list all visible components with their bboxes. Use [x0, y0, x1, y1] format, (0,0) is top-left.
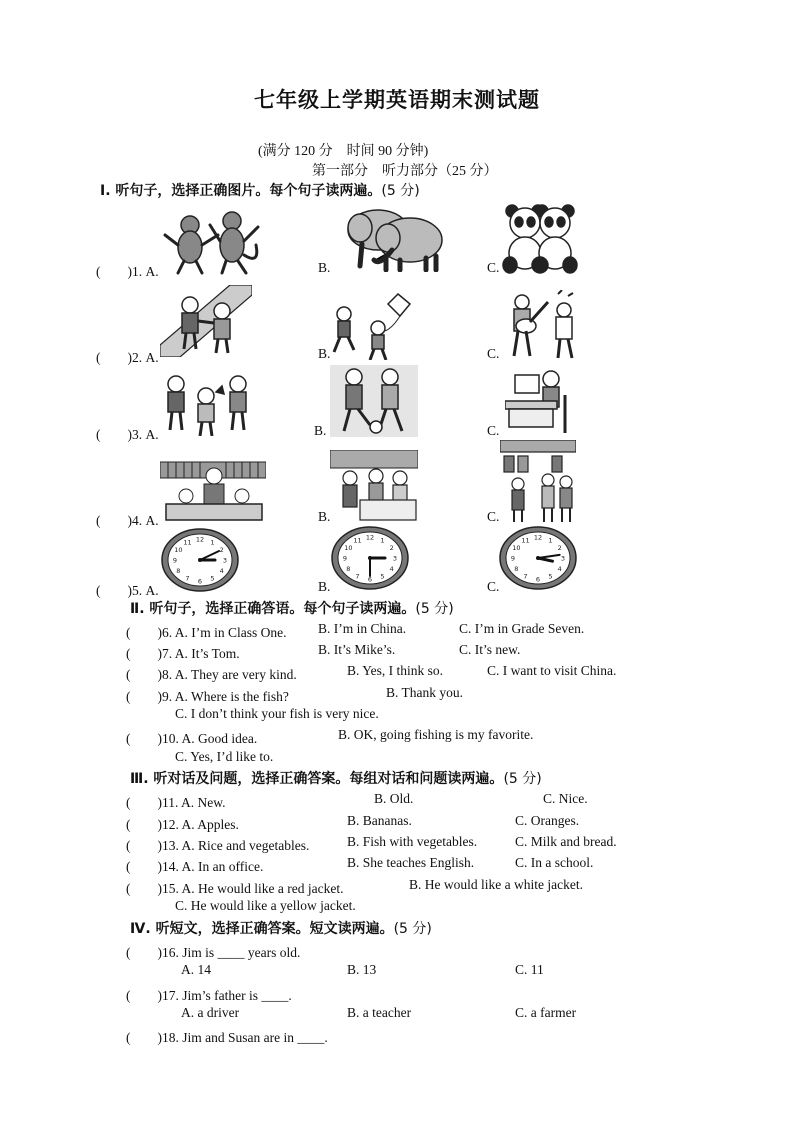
question-14-row: ( )14. A. In an office.	[126, 855, 263, 875]
option-c-label: C.	[487, 260, 500, 275]
svg-text:10: 10	[512, 544, 521, 552]
option-b: B. Old.	[374, 791, 414, 806]
option-c: C. Yes, I’d like to.	[175, 749, 274, 764]
option-b: B. She teaches English.	[347, 855, 475, 870]
answer-blank[interactable]: ( )	[126, 795, 162, 810]
svg-text:6: 6	[535, 575, 541, 584]
question-17-row: ( )17. Jim’s father is ____.	[126, 984, 292, 1004]
option-c: C. I want to visit China.	[487, 663, 617, 678]
pandas-picture	[500, 203, 580, 275]
question-3-row: ( )3. A.	[96, 423, 159, 443]
option-c-label: C.	[487, 346, 500, 361]
option-c: C. 11	[515, 962, 544, 977]
option-c: C. a farmer	[515, 1005, 577, 1020]
answer-blank[interactable]: ( )	[126, 625, 162, 640]
svg-text:12: 12	[365, 533, 375, 542]
answer-blank[interactable]: ( )	[126, 859, 162, 874]
answer-blank[interactable]: ( )	[96, 513, 132, 528]
question-5-row: ( )5. A.	[96, 579, 159, 599]
question-4-row: ( )4. A.	[96, 509, 159, 529]
svg-text:2: 2	[557, 544, 562, 552]
section-3-heading: Ⅲ. 听对话及问题，选择正确答案。每组对话和问题读两遍。(5 分)	[130, 771, 542, 787]
option-b-label: B.	[318, 346, 331, 361]
option-c: C. It’s new.	[459, 642, 521, 657]
option-c: C. Nice.	[543, 791, 588, 806]
answer-blank[interactable]: ( )	[126, 689, 162, 704]
svg-text:1: 1	[548, 536, 553, 545]
svg-text:8: 8	[176, 567, 181, 575]
answer-blank[interactable]: ( )	[126, 731, 162, 746]
svg-text:2: 2	[389, 544, 394, 552]
option-b: B. Yes, I think so.	[347, 663, 444, 678]
svg-text:10: 10	[174, 546, 183, 554]
svg-text:5: 5	[210, 574, 215, 583]
option-a: A. a driver	[181, 1005, 240, 1020]
answer-blank[interactable]: ( )	[126, 945, 162, 960]
children-greeting-picture	[160, 285, 252, 357]
option-c: C. He would like a yellow jacket.	[175, 898, 356, 913]
svg-text:4: 4	[219, 567, 224, 575]
option-b: B. OK, going fishing is my favorite.	[338, 727, 534, 742]
section-1-heading: Ⅰ. 听句子，选择正确图片。每个句子读两遍。(5 分)	[100, 183, 420, 199]
answer-blank[interactable]: ( )	[126, 988, 162, 1003]
exam-title: 七年级上学期英语期末测试题	[254, 88, 540, 112]
question-13-row: ( )13. A. Rice and vegetables.	[126, 834, 309, 854]
question-9-row: ( )9. A. Where is the fish?	[126, 685, 289, 705]
answer-blank[interactable]: ( )	[96, 264, 132, 279]
svg-text:6: 6	[197, 577, 203, 586]
option-b: B. Bananas.	[347, 813, 412, 828]
question-7-row: ( )7. A. It’s Tom.	[126, 642, 240, 662]
question-6-row: ( )6. A. I’m in Class One.	[126, 621, 287, 641]
option-b: B. Thank you.	[386, 685, 463, 700]
section-4-heading: Ⅳ. 听短文，选择正确答案。短文读两遍。(5 分)	[130, 921, 432, 937]
svg-text:8: 8	[514, 565, 519, 573]
option-c-label: C.	[487, 423, 500, 438]
question-18-row: ( )18. Jim and Susan are in ____.	[126, 1026, 328, 1046]
svg-text:4: 4	[557, 565, 562, 573]
answer-blank[interactable]: ( )	[126, 881, 162, 896]
svg-text:7: 7	[523, 572, 528, 581]
guitar-players-picture	[500, 290, 582, 360]
svg-text:11: 11	[521, 536, 530, 545]
svg-text:4: 4	[389, 565, 394, 573]
option-b-label: B.	[318, 509, 331, 524]
question-15-row: ( )15. A. He would like a red jacket.	[126, 877, 343, 897]
svg-text:7: 7	[185, 574, 190, 583]
option-b: B. I’m in China.	[318, 621, 407, 636]
option-c: C. In a school.	[515, 855, 594, 870]
answer-blank[interactable]: ( )	[126, 838, 162, 853]
option-b: B. Fish with vegetables.	[347, 834, 478, 849]
question-2-row: ( )2. A.	[96, 346, 159, 366]
option-b-label: B.	[314, 423, 327, 438]
svg-text:11: 11	[183, 538, 192, 547]
svg-text:9: 9	[172, 556, 178, 565]
option-c-label: C.	[487, 509, 500, 524]
computer-desk-picture	[505, 365, 575, 435]
svg-text:1: 1	[380, 536, 385, 545]
answer-blank[interactable]: ( )	[126, 817, 162, 832]
svg-text:12: 12	[195, 535, 205, 544]
svg-text:12: 12	[533, 533, 543, 542]
question-11-row: ( )11. A. New.	[126, 791, 226, 811]
clock-icon	[160, 527, 240, 593]
svg-text:8: 8	[346, 565, 351, 573]
svg-text:10: 10	[344, 544, 353, 552]
option-c-label: C.	[487, 579, 500, 594]
svg-text:5: 5	[380, 572, 385, 581]
answer-blank[interactable]: ( )	[96, 427, 132, 442]
clock-icon	[330, 525, 410, 591]
kids-picture	[160, 372, 252, 436]
option-b-label: B.	[318, 579, 331, 594]
answer-blank[interactable]: ( )	[126, 646, 162, 661]
clothes-shop-picture	[500, 440, 576, 522]
option-b: B. a teacher	[347, 1005, 412, 1020]
svg-text:3: 3	[392, 554, 398, 563]
question-12-row: ( )12. A. Apples.	[126, 813, 239, 833]
svg-text:5: 5	[548, 572, 553, 581]
option-c: C. Milk and bread.	[515, 834, 617, 849]
part-title: 第一部分 听力部分（25 分）	[312, 164, 498, 179]
svg-text:3: 3	[560, 554, 566, 563]
svg-text:3: 3	[222, 556, 228, 565]
svg-text:9: 9	[342, 554, 348, 563]
option-a: A. 14	[181, 962, 211, 977]
option-b: B. He would like a white jacket.	[409, 877, 583, 892]
question-1-row: ( )1. A.	[96, 260, 159, 280]
svg-text:6: 6	[367, 575, 373, 584]
svg-text:9: 9	[510, 554, 516, 563]
clock-icon	[498, 525, 578, 591]
library-picture	[160, 458, 266, 522]
elephants-picture	[330, 200, 448, 272]
option-b: B. 13	[347, 962, 377, 977]
question-10-row: ( )10. A. Good idea.	[126, 727, 257, 747]
svg-text:11: 11	[353, 536, 362, 545]
monkeys-picture	[160, 205, 265, 275]
svg-text:1: 1	[210, 538, 215, 547]
answer-blank[interactable]: ( )	[96, 350, 132, 365]
answer-blank[interactable]: ( )	[96, 583, 132, 598]
question-16-row: ( )16. Jim is ____ years old.	[126, 941, 300, 961]
question-8-row: ( )8. A. They are very kind.	[126, 663, 297, 683]
flying-kite-picture	[330, 292, 420, 360]
answer-blank[interactable]: ( )	[126, 1030, 162, 1045]
exam-subtitle: (满分 120 分 时间 90 分钟)	[258, 144, 429, 159]
football-picture	[330, 365, 418, 437]
option-c: C. Oranges.	[515, 813, 580, 828]
option-b: B. It’s Mike’s.	[318, 642, 396, 657]
option-b-label: B.	[318, 260, 331, 275]
answer-blank[interactable]: ( )	[126, 667, 162, 682]
option-c: C. I’m in Grade Seven.	[459, 621, 585, 636]
section-2-heading: Ⅱ. 听句子，选择正确答语。每个句子读两遍。(5 分)	[130, 601, 454, 617]
svg-text:2: 2	[219, 546, 224, 554]
svg-text:7: 7	[355, 572, 360, 581]
market-picture	[330, 450, 418, 522]
option-c: C. I don’t think your fish is very nice.	[175, 706, 379, 721]
